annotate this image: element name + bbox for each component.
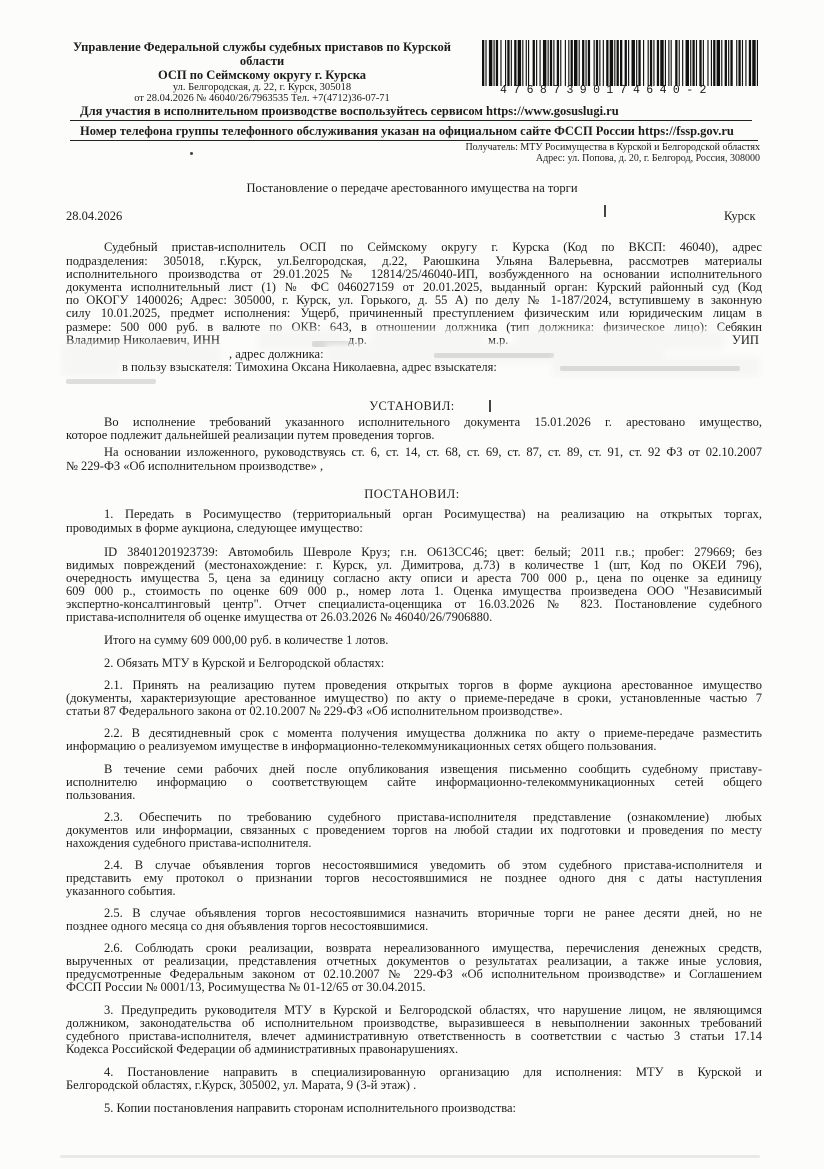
resolution-item-2-2-notice: исполнителю информацию о соответствующем сайте информационно-телекоммуникационных сетей общего [66, 775, 762, 789]
recipient-line: Получатель: МТУ Росимущества в Курской и Белгородской областях [465, 142, 760, 153]
barcode-bar [528, 40, 529, 86]
redacted-area [520, 334, 720, 346]
barcode-bar [671, 40, 672, 86]
resolution-item-3: 3. Предупредить руководителя МТУ в Курской и Белгородской областях, что нарушение лицом, не являющимся [104, 1003, 762, 1017]
barcode-bar [657, 40, 659, 86]
header-divider-2 [70, 140, 758, 141]
intro-line: документа исполнительный лист (1) № ФС 046027159 от 20.01.2025, выданный орган: Курский районный суд (Код [66, 280, 762, 294]
scan-mark [489, 400, 491, 412]
barcode-bar [728, 40, 729, 86]
barcode-bar [500, 40, 501, 86]
barcode-bar [742, 40, 743, 86]
barcode-bar [574, 40, 577, 86]
barcode-bar [638, 40, 640, 86]
resolution-item-3: судебного пристава-исполнителя, влечет административную ответственность в соответствии с частью 3 статьи 17.14 [66, 1029, 762, 1043]
section-heading-ustanovil: УСТАНОВИЛ: [369, 399, 455, 413]
resolution-item-4: Белгородской областях, г.Курск, 305002, ул. Марата, 9 (3-й этаж) . [66, 1078, 417, 1092]
barcode-bar [628, 40, 629, 86]
barcode-bar [560, 40, 561, 86]
resolution-item-5: 5. Копии постановления направить сторонам исполнительного производства: [104, 1101, 517, 1115]
barcode-bar [707, 40, 708, 86]
barcode-bar [522, 40, 523, 86]
barcode-number: 47687390174640-2 [500, 84, 713, 97]
debtor-birthdate-label: д.р. [348, 333, 367, 347]
established-text: Во исполнение требований указанного исполнительного документа 15.01.2026 г. арестовано имущество, [104, 415, 762, 429]
barcode-bar [603, 40, 604, 86]
resolution-item-2-5: позднее одного месяца со дня объявления торгов несостоявшимися. [66, 919, 429, 933]
barcode-bar [650, 40, 652, 86]
debtor-birthplace-label: м.р. [488, 333, 509, 347]
barcode-bar [494, 40, 495, 86]
redaction-smudge [560, 366, 740, 371]
header-divider [70, 120, 752, 121]
barcode-bar [579, 40, 580, 86]
barcode-bar [511, 40, 512, 86]
barcode-bar [717, 40, 720, 86]
resolution-item-2-4: представить ему протокол о признании торгов несостоявшимися не позднее одного дня с даты наступления [66, 871, 762, 885]
barcode-bar [582, 40, 584, 86]
section-heading-postanovil: ПОСТАНОВИЛ: [364, 487, 460, 501]
barcode-bar [485, 40, 486, 86]
barcode-bar [725, 40, 727, 86]
legal-basis-text: № 229-ФЗ «Об исполнительном производстве» , [66, 459, 324, 473]
barcode-bar [550, 40, 552, 86]
barcode-bar [482, 40, 484, 86]
recipient-address: Адрес: ул. Попова, д. 20, г. Белгород, Россия, 308000 [535, 153, 760, 164]
resolution-item-2-3: 2.3. Обеспечить по требованию судебного пристава-исполнителя представление (ознакомление) любых [104, 810, 762, 824]
barcode-bar [596, 40, 598, 86]
barcode-bar [648, 40, 649, 86]
agency-name [72, 40, 452, 68]
debtor-address-label: , адрес должника: [229, 347, 324, 361]
intro-line: Судебный пристав-исполнитель ОСП по Сеймскому округу г. Курска (Код по ВКСП: 46040), адрес [104, 240, 762, 254]
barcode-bar [752, 40, 755, 86]
barcode-bar [738, 40, 740, 86]
barcode-bar [699, 40, 701, 86]
barcode-bar [682, 40, 683, 86]
intro-line: исполнительного производства от 29.01.2025 № 12814/25/46040-ИП, возбужденного на основании исполнительного [66, 267, 762, 281]
intro-line: подразделения: 305018, г.Курск, ул.Белгородская, д.22, Раюшкина Ульяна Валерьевна, рассмотрев материалы [66, 254, 762, 268]
creditor-line: в пользу взыскателя: Тимохина Оксана Николаевна, адрес взыскателя: [122, 360, 497, 374]
resolution-item-2-6: 2.6. Соблюдать сроки реализации, возврата нереализованного имущества, перечисления денежных средств, [104, 941, 762, 955]
scan-mark [604, 205, 606, 217]
document-title: Постановление о передаче арестованного имущества на торги [246, 181, 578, 195]
barcode-bar [553, 40, 554, 86]
barcode-bar [599, 40, 600, 86]
agency-name-line2: области [239, 54, 285, 68]
property-description: видимых повреждений (местонахождение: г. Курск, ул. Димитрова, д.73) в количестве 1 (шт, Код по ОКЕИ 796), [66, 558, 762, 572]
speck [190, 152, 193, 155]
resolution-item-2-1: 2.1. Принять на реализацию путем проведения открытых торгов в форме аукциона арестованное имущество [104, 678, 762, 692]
barcode-bar [620, 40, 622, 86]
barcode-bar [505, 40, 506, 86]
barcode-bar [586, 40, 587, 86]
resolution-item-2-5: 2.5. В случае объявления торгов несостоявшимися назначить вторичные торги не ранее десяти дней, но не [104, 906, 762, 920]
barcode-bar [507, 40, 509, 86]
resolution-item-3: Кодекса Российской Федерации об административных правонарушениях. [66, 1042, 459, 1056]
redacted-area [375, 334, 480, 346]
intro-line: по ОКОГУ 1400026; Адрес: 305000, г. Курск, ул. Горького, д. 55 А) по делу № 1-187/2024, вступившему в законную [66, 293, 762, 307]
barcode-bar [557, 40, 559, 86]
debtor-name: Владимир Николаевич, ИНН [66, 333, 220, 347]
legal-basis-text: На основании изложенного, руководствуясь ст. 6, ст. 14, ст. 68, ст. 69, ст. 87, ст. 89, ст. 91, ст. 92 ФЗ от 02.10.2007 [104, 445, 762, 459]
property-description: очередность имущества 5, цена за единицу согласно акту описи и ареста 700 000 р., цена по оценке за единицу [66, 571, 762, 585]
barcode-bar [548, 40, 549, 86]
barcode-bar [675, 40, 677, 86]
agency-name-line1: Управление Федеральной службы судебных приставов по Курской [73, 40, 451, 54]
redacted-area [66, 361, 116, 372]
redacted-area [66, 348, 216, 359]
barcode-bar [730, 40, 732, 86]
barcode-bar [745, 40, 746, 86]
resolution-item-2-2: 2.2. В десятидневный срок с момента получения имущества должника по акту о приеме-передаче разместить [104, 726, 762, 740]
barcode-bar [606, 40, 608, 86]
redaction-smudge [434, 353, 554, 358]
barcode-bar [721, 40, 722, 86]
barcode-bar [749, 40, 751, 86]
phone-note: Номер телефона группы телефонного обслуживания указан на официальном сайте ФССП России https://fssp.gov.ru [80, 124, 734, 138]
barcode [482, 40, 758, 86]
resolution-item-2-3: нахождения судебного пристава-исполнителя. [66, 836, 312, 850]
department-name: ОСП по Сеймскому округу г. Курска [157, 68, 367, 82]
barcode-bar [617, 40, 619, 86]
resolution-item-2-1: статьи 87 Федерального закона от 02.10.2007 № 229-ФЗ «Об исполнительном производстве». [66, 704, 563, 718]
resolution-item-1: проводимых в форме аукциона, следующее имущество: [66, 521, 363, 535]
barcode-bar [703, 40, 704, 86]
resolution-item-2-4: 2.4. В случае объявления торгов несостоявшимися уведомить об этом судебного пристава-исполнителя и [104, 858, 762, 872]
barcode-bar [668, 40, 669, 86]
property-description: 609 000 р., стоимость по оценке 609 000 р., номер лота 1. Оценка имущества произведена ООО "Независимый [66, 584, 762, 598]
department-address: ул. Белгородская, д. 22, г. Курск, 305018 [172, 82, 352, 93]
uip-label: УИП [732, 333, 759, 347]
barcode-bar [568, 40, 569, 86]
redaction-smudge [66, 379, 156, 384]
barcode-bar [496, 40, 498, 86]
document-date-ref-phone: от 28.04.2026 № 46040/26/7963535 Тел. +7(4712)36-07-71 [134, 93, 390, 104]
established-text: которое подлежит дальнейшей реализации путем проведения торгов. [66, 428, 435, 442]
barcode-bar [540, 40, 541, 86]
resolution-item-2-6: ФССП России № 0001/13, Росимущества № 01-12/65 от 30.04.2015. [66, 980, 426, 994]
barcode-bar [686, 40, 689, 86]
gosuslugi-note: Для участия в исполнительном производстве воспользуйтесь сервисом https://www.gosuslugi.ru [80, 104, 619, 118]
page-edge-shadow [60, 1155, 760, 1158]
barcode-bar [533, 40, 535, 86]
barcode-bar [692, 40, 694, 86]
resolution-item-4: 4. Постановление направить в специализированную организацию для исполнения: МТУ в Курской и [104, 1065, 762, 1079]
property-description: экспертно-консалтинговый центр". Отчет специалиста-оценщика от 16.03.2026 № 823. Постановление судебного [66, 597, 762, 611]
resolution-item-2-6: вырученных от реализации, представления отчетных документов о результатах реализации, а также иные условия, [66, 954, 762, 968]
total-sum: Итого на сумму 609 000,00 руб. в количестве 1 лотов. [104, 633, 389, 647]
barcode-bar [713, 40, 715, 86]
document-city: Курск [724, 209, 756, 223]
barcode-bar [489, 40, 492, 86]
barcode-bar [514, 40, 516, 86]
barcode-bar [614, 40, 615, 86]
resolution-item-2-2: информацию о реализуемом имуществе в информационно-телекоммуникационных сетях общего пользования. [66, 739, 657, 753]
barcode-bar [636, 40, 637, 86]
document-date: 28.04.2026 [66, 209, 123, 223]
property-description: пристава-исполнителя об оценке имущества от 26.03.2026 № 46040/26/7906880. [66, 610, 493, 624]
barcode-bar [518, 40, 521, 86]
intro-line: силу 10.01.2025, предмет исполнения: Ущерб, причиненный преступлением физическим или юридическим лицам в [66, 306, 762, 320]
barcode-bar [665, 40, 666, 86]
resolution-item-2-6: предусмотренные Федеральным законом от 02.10.2007 № 229-ФЗ «Об исполнительном производстве» и Соглашением [66, 967, 762, 981]
barcode-bar [653, 40, 654, 86]
barcode-bar [696, 40, 697, 86]
barcode-bar [610, 40, 613, 86]
resolution-item-2-2-notice: В течение семи рабочих дней после опубликования извещения письменно сообщить судебному приставу- [104, 762, 762, 776]
barcode-bar [736, 40, 737, 86]
barcode-bar [643, 40, 644, 86]
intro-line: размере: 500 000 руб. в валюте по ОКВ: 643, в отношении должника (тип должника: физическое лицо): Себякин [66, 320, 762, 334]
resolution-item-2-3: документов или информации, связанных с проведением торгов на любой стадии их подготовки и проведения по месту [66, 823, 762, 837]
barcode-bar [536, 40, 537, 86]
barcode-bar [690, 40, 691, 86]
barcode-bar [543, 40, 546, 86]
barcode-bar [757, 40, 758, 86]
barcode-bar [660, 40, 663, 86]
barcode-bar [679, 40, 680, 86]
barcode-bar [526, 40, 527, 86]
resolution-item-2-4: указанного события. [66, 884, 176, 898]
barcode-bar [588, 40, 590, 86]
barcode-bar [632, 40, 635, 86]
resolution-item-1: 1. Передать в Росимущество (территориальный орган Росимущества) на реализацию на открытых торгах, [104, 507, 762, 521]
resolution-item-2: 2. Обязать МТУ в Курской и Белгородской областях: [104, 656, 385, 670]
resolution-item-2-1: (документы, характеризующие арестованное имущество) по акту о приеме-передаче в сроки, установленные частью 7 [66, 691, 762, 705]
resolution-item-3: должником, законодательства об исполнительном производстве, выразившееся в невыполнении законных требований [66, 1016, 762, 1030]
barcode-bar [711, 40, 712, 86]
property-description: ID 38401201923739: Автомобиль Шевроле Круз; г.н. О613СС46; цвет: белый; 2011 г.в.; пробег: 279669; без [104, 545, 762, 559]
barcode-bar [625, 40, 627, 86]
barcode-bar [565, 40, 566, 86]
resolution-item-2-2-notice: пользования. [66, 788, 136, 802]
barcode-bar [594, 40, 595, 86]
barcode-bar [571, 40, 573, 86]
